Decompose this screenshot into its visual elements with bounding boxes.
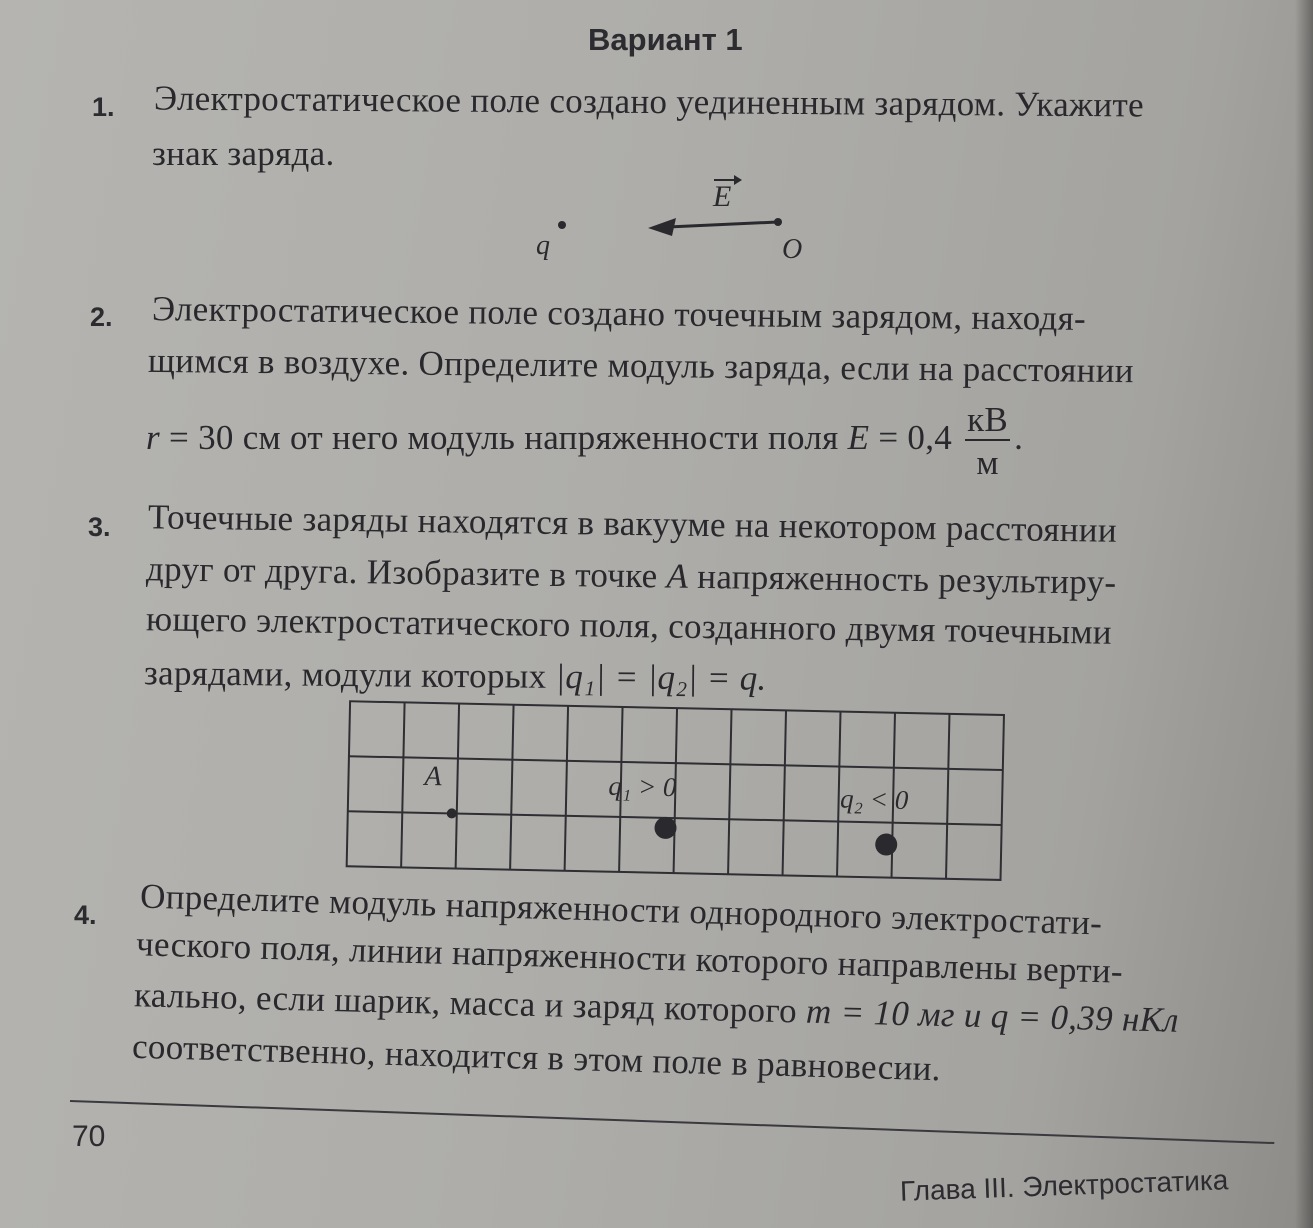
problem-4-line-2: ческого поля, линии напряженности которого направлены верти-: [135, 924, 1124, 991]
problem-3-line-4: [144, 653, 767, 698]
problem-4-number: 4.: [74, 900, 97, 930]
r-variable: r: [146, 418, 160, 458]
problem-3-line-2-text: друг от друга. Изобразите в точке: [145, 549, 658, 596]
problem-4-line-3-text: кально, если шарик, масса и заряд которого: [133, 975, 798, 1031]
variant-title: Вариант 1: [588, 22, 743, 57]
charge-formula: q = 0,39 нКл: [990, 996, 1180, 1040]
problem-1-line-1: Электростатическое поле создано уединенным зарядом. Укажите: [153, 78, 1145, 125]
grid-labels: [421, 761, 909, 856]
grid-q2-charge: [875, 833, 897, 855]
problem-2-line-1: Электростатическое поле создано точечным зарядом, находя-: [151, 289, 1087, 338]
grid-point-a-label: A: [424, 760, 442, 793]
point-o-label: O: [782, 234, 803, 265]
unit-fraction: [965, 402, 1010, 480]
e-variable: E: [847, 418, 870, 458]
book-spine-shadow: [1295, 0, 1313, 1228]
problem-3-line-4-text: зарядами, модули которых: [143, 653, 547, 696]
field-arrow-head: [648, 218, 676, 236]
grid-v-line: [946, 714, 949, 879]
charge-q-dot: [558, 221, 566, 229]
problem-3-line-1: Точечные заряды находятся в вакууме на некотором расстоянии: [147, 497, 1118, 550]
grid-v-line: [565, 706, 568, 871]
problem-3-line-3: ющего электростатического поля, созданного двумя точечными: [145, 599, 1113, 652]
problem-3-line-2-rest: напряженность результиру-: [697, 556, 1117, 602]
problem-2-formula-line: [146, 402, 1023, 480]
grid-point-a-dot: [447, 808, 457, 818]
problem-4-line-4: соответственно, находится в этом поле в равновесии.: [131, 1026, 942, 1089]
unit-denominator: м: [976, 443, 999, 482]
grid-q1-label: q₁ > 0: [608, 770, 677, 803]
grid-v-line: [401, 702, 404, 867]
problem-2-number: 2.: [90, 302, 113, 332]
unit-numerator: кВ: [967, 400, 1009, 439]
e-value: = 0,4: [878, 418, 953, 458]
footer-rule: [70, 1100, 1274, 1144]
charge-q-label: q: [536, 230, 550, 261]
formula-period: .: [1014, 418, 1024, 458]
modulus-formula: |q₁| = |q₂| = q.: [555, 656, 767, 698]
grid-v-line: [456, 704, 459, 869]
grid-v-line: [510, 705, 513, 870]
problem-3-line-2: [146, 549, 1117, 603]
problem-1-figure: [520, 170, 820, 270]
problem-4-line-1: Определите модуль напряженности однородного электростати-: [139, 876, 1103, 943]
field-vector-label: E: [713, 180, 732, 213]
problem-1-line-2: знак заряда.: [152, 134, 335, 173]
mass-formula: m = 10 мг и: [805, 991, 983, 1035]
grid-v-line: [728, 709, 731, 874]
chapter-title: Глава III. Электростатика: [899, 1164, 1229, 1207]
problem-2-line-2: щимся в воздухе. Определите модуль заряда, если на расстоянии: [147, 340, 1134, 391]
grid-v-line: [783, 710, 786, 875]
r-value-text: = 30 см от него модуль напряженности поля: [168, 418, 839, 458]
grid-q2-label: q₂ < 0: [839, 783, 909, 815]
problem-1-number: 1.: [92, 92, 115, 122]
field-arrow-line: [668, 222, 778, 227]
page-number: 70: [72, 1120, 106, 1153]
point-o-dot: [774, 218, 782, 226]
problem-3-number: 3.: [88, 512, 111, 542]
point-a-variable: A: [666, 556, 689, 596]
field-vector-bar-tip: [734, 175, 742, 185]
